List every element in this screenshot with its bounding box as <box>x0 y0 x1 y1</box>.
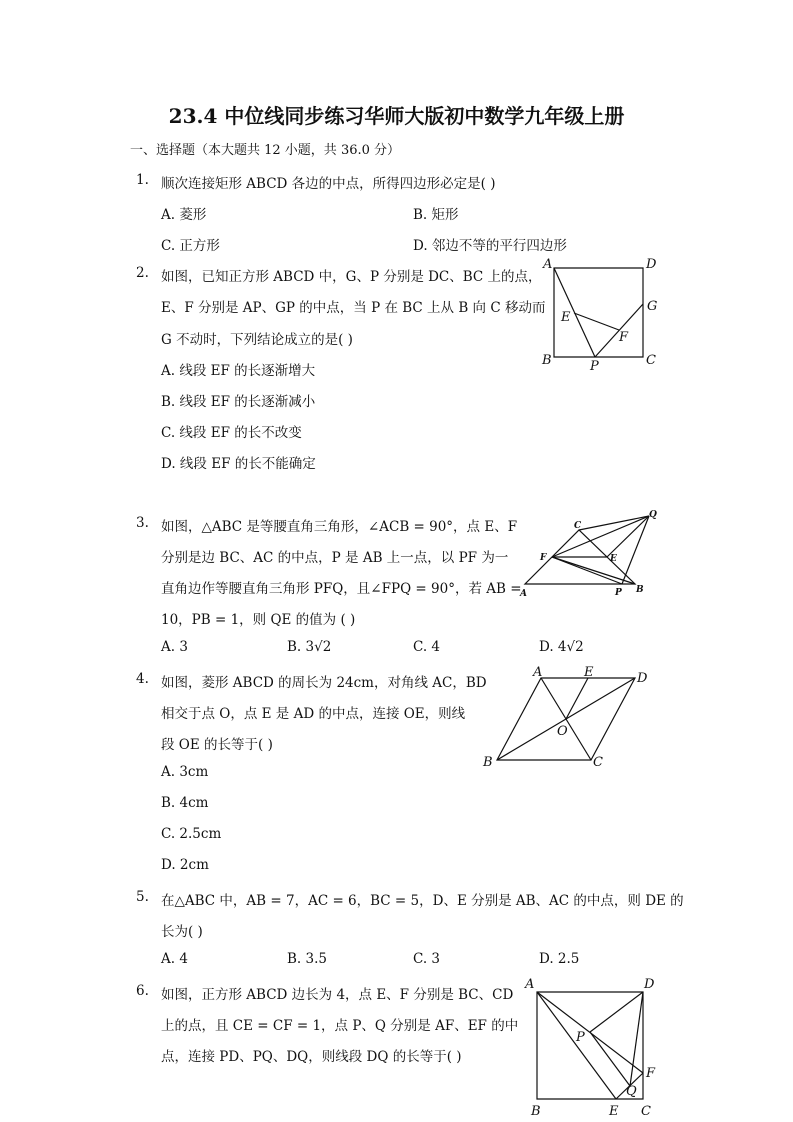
label-g: G <box>647 299 658 314</box>
question-3-line-4: 10，PB = 1，则 QE 的值为 ( ) <box>161 612 356 628</box>
label-p: P <box>576 1030 585 1045</box>
label-e: E <box>610 554 617 564</box>
question-1-text: 顺次连接矩形 ABCD 各边的中点，所得四边形必定是( ) <box>161 176 496 192</box>
question-6-number: 6. <box>136 983 149 999</box>
question-1-option-a: A. 菱形 <box>161 207 207 223</box>
question-3-figure <box>515 508 665 603</box>
question-2-line-3: G 不动时，下列结论成立的是( ) <box>161 332 353 348</box>
label-a: A <box>543 257 553 272</box>
question-6-figure <box>520 975 660 1120</box>
question-3-line-3: 直角边作等腰直角三角形 PFQ，且∠FPQ = 90°，若 AB = <box>161 581 522 597</box>
question-1-option-c: C. 正方形 <box>161 238 220 254</box>
question-4-option-a: A. 3cm <box>161 764 209 780</box>
question-5-option-a: A. 4 <box>161 951 188 967</box>
question-4-number: 4. <box>136 671 149 687</box>
label-f: F <box>619 330 629 345</box>
question-3-line-1: 如图，△ABC 是等腰直角三角形，∠ACB = 90°，点 E、F <box>161 519 518 535</box>
question-2-figure <box>540 258 665 373</box>
question-1-number: 1. <box>136 172 149 188</box>
document-title: 23.4 中位线同步练习华师大版初中数学九年级上册 <box>168 104 625 128</box>
segment-pd <box>590 992 643 1032</box>
label-b: B <box>542 353 552 368</box>
section-heading: 一、选择题（本大题共 12 小题，共 36.0 分） <box>130 143 401 158</box>
question-4-option-c: C. 2.5cm <box>161 826 222 842</box>
label-p: P <box>615 588 622 598</box>
label-e: E <box>584 665 594 680</box>
label-a: A <box>525 977 535 992</box>
label-a: A <box>533 665 543 680</box>
question-5-option-b: B. 3.5 <box>287 951 327 967</box>
label-e: E <box>561 310 571 325</box>
question-6-line-1: 如图，正方形 ABCD 边长为 4，点 E、F 分别是 BC、CD <box>161 987 514 1003</box>
question-4-option-d: D. 2cm <box>161 857 209 873</box>
question-3-line-2: 分别是边 BC、AC 的中点，P 是 AB 上一点，以 PF 为一 <box>161 550 509 566</box>
question-5-line-1: 在△ABC 中，AB = 7，AC = 6，BC = 5，D、E 分别是 AB、AC 的中点，则 DE 的 <box>161 893 684 909</box>
question-4-option-b: B. 4cm <box>161 795 209 811</box>
question-6-line-3: 点，连接 PD、PQ、DQ，则线段 DQ 的长等于( ) <box>161 1049 462 1065</box>
segment-eq <box>607 516 649 557</box>
label-b: B <box>531 1104 541 1119</box>
label-b: B <box>636 585 644 595</box>
question-5-line-2: 长为( ) <box>161 924 203 940</box>
label-o: O <box>557 724 568 739</box>
question-2-line-1: 如图，已知正方形 ABCD 中，G、P 分别是 DC、BC 上的点， <box>161 269 542 285</box>
label-d: D <box>637 671 648 686</box>
question-5-number: 5. <box>136 889 149 905</box>
question-4-figure <box>480 663 655 773</box>
question-3-option-c: C. 4 <box>413 639 441 655</box>
question-5-option-d: D. 2.5 <box>539 951 580 967</box>
label-e: E <box>609 1104 619 1119</box>
question-3-number: 3. <box>136 515 149 531</box>
question-2-option-c: C. 线段 EF 的长不改变 <box>161 425 302 441</box>
question-1-option-d: D. 邻边不等的平行四边形 <box>413 238 567 254</box>
label-d: D <box>646 257 657 272</box>
question-2-number: 2. <box>136 265 149 281</box>
question-3-option-b: B. 3√2 <box>287 639 332 655</box>
question-2-line-2: E、F 分别是 AP、GP 的中点，当 P 在 BC 上从 B 向 C 移动而 <box>161 300 546 316</box>
label-a: A <box>520 589 527 599</box>
segment-cq <box>579 516 649 530</box>
question-4-line-3: 段 OE 的长等于( ) <box>161 737 273 753</box>
question-2-option-a: A. 线段 EF 的长逐渐增大 <box>161 363 316 379</box>
label-p: P <box>590 359 599 374</box>
segment-fb <box>552 557 635 584</box>
label-b: B <box>483 755 493 770</box>
label-f: F <box>646 1066 656 1081</box>
segment-ae <box>537 992 616 1099</box>
label-c: C <box>593 755 603 770</box>
label-c: C <box>641 1104 651 1119</box>
question-6-line-2: 上的点，且 CE = CF = 1，点 P、Q 分别是 AF、EF 的中 <box>161 1018 519 1034</box>
label-c: C <box>646 353 656 368</box>
question-3-option-d: D. 4√2 <box>539 639 584 655</box>
label-d: D <box>644 977 655 992</box>
question-4-line-2: 相交于点 O，点 E 是 AD 的中点，连接 OE，则线 <box>161 706 466 722</box>
question-5-option-c: C. 3 <box>413 951 441 967</box>
label-f: F <box>540 553 547 563</box>
label-q: Q <box>649 510 657 520</box>
question-2-option-d: D. 线段 EF 的长不能确定 <box>161 456 316 472</box>
question-3-option-a: A. 3 <box>161 639 188 655</box>
question-4-line-1: 如图，菱形 ABCD 的周长为 24cm，对角线 AC，BD <box>161 675 487 691</box>
label-q: Q <box>626 1084 637 1099</box>
question-1-option-b: B. 矩形 <box>413 207 459 223</box>
label-c: C <box>574 521 582 531</box>
question-2-option-b: B. 线段 EF 的长逐渐减小 <box>161 394 316 410</box>
